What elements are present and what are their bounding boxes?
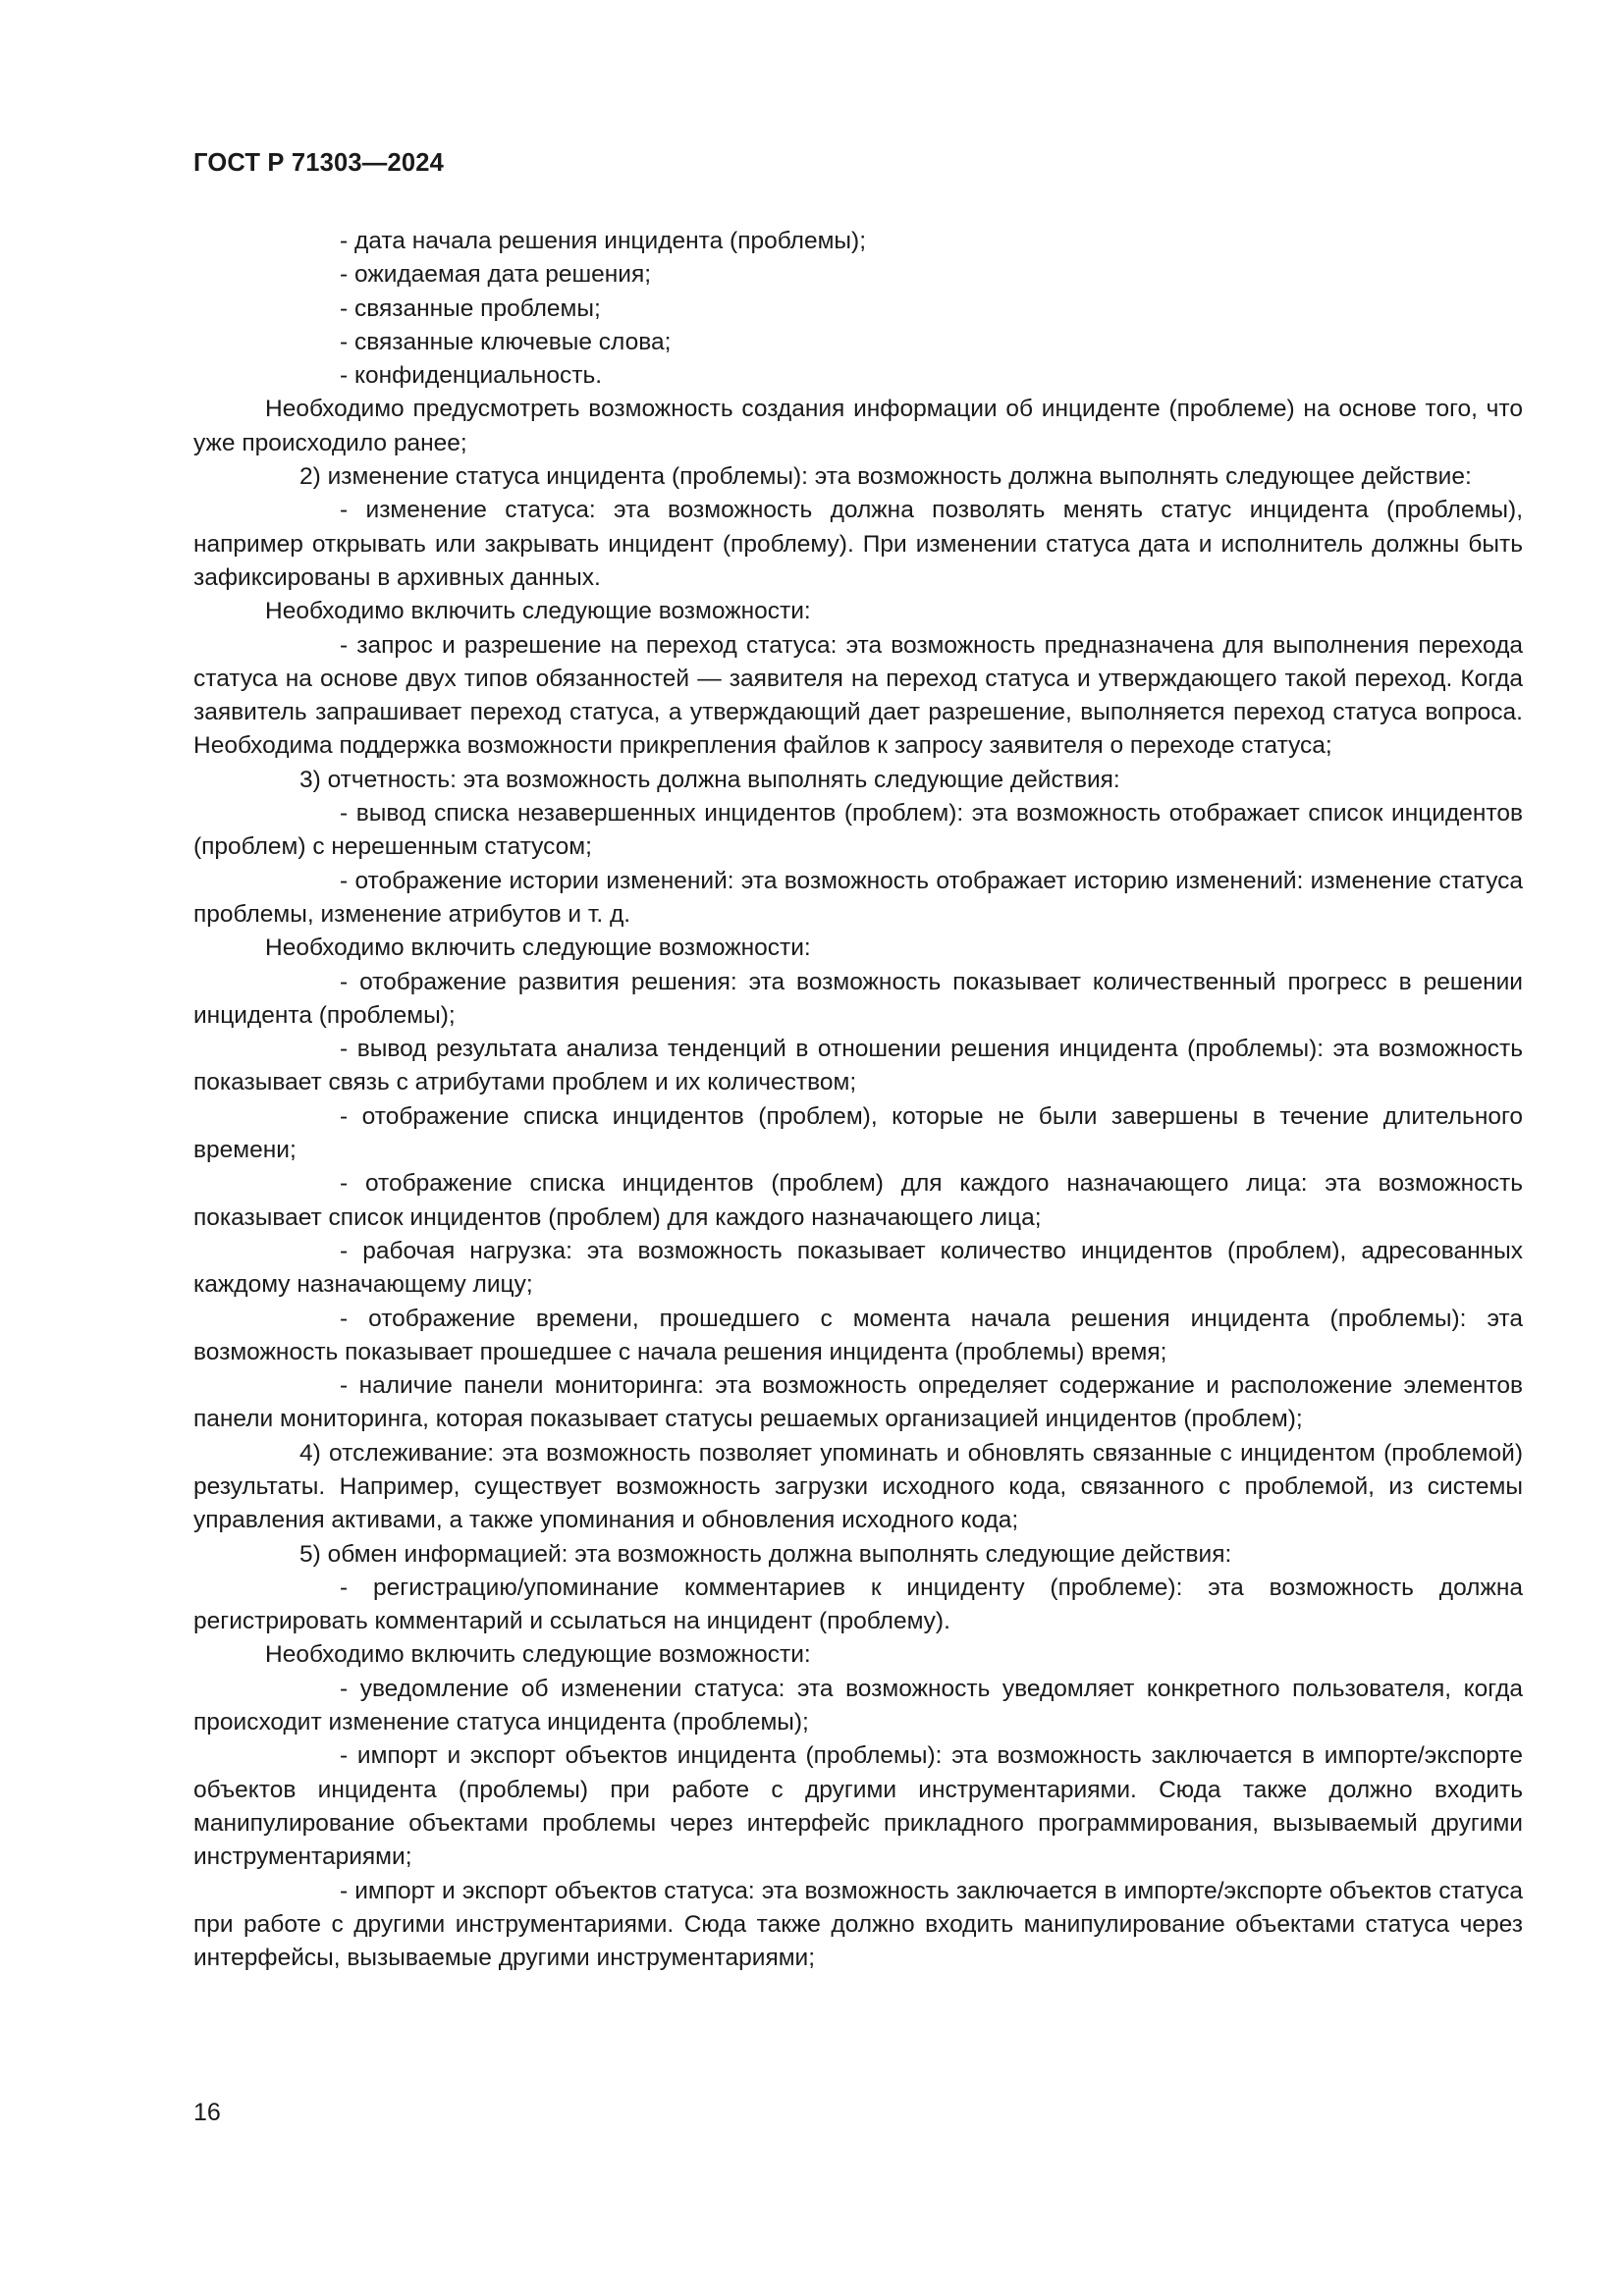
list-item: - изменение статуса: эта возможность должна позволять менять статус инцидента (проблемы), например открывать или закрывать инцидент (проблему). При изменении статуса дата и исполнитель должны быть зафиксированы в архивных данных. <box>193 497 1523 591</box>
list-item: - запрос и разрешение на переход статуса: эта возможность предназначена для выполнения перехода статуса на основе двух типов обязанностей — заявителя на переход статуса и утверждающего такой переход. Когда заявитель запрашивает переход статуса, а утверждающий дает разрешение, выполняется переход статуса вопроса. Необходима поддержка возможности прикрепления файлов к запросу заявителя о переходе статуса; <box>193 631 1523 760</box>
list-item: - импорт и экспорт объектов статуса: эта возможность заключается в импорте/экспорте объектов статуса при работе с другими инструментариями. Сюда также должно входить манипулирование объектами статуса через интерфейсы, вызываемые другими инструментариями; <box>193 1877 1523 1972</box>
numbered-item: 3) отчетность: эта возможность должна выполнять следующие действия: <box>299 766 1120 793</box>
list-item: - импорт и экспорт объектов инцидента (проблемы): эта возможность заключается в импорте/экспорте объектов инцидента (проблемы) при работе с другими инструментариями. Сюда также должно входить манипулирование объектами проблемы через интерфейс прикладного программирования, вызываемый другими инструментариями; <box>193 1742 1523 1871</box>
paragraph: Необходимо включить следующие возможности: <box>265 1641 811 1669</box>
list-item: - вывод результата анализа тенденций в отношении решения инцидента (проблемы): эта возможность показывает связь с атрибутами проблем и их количеством; <box>193 1036 1523 1096</box>
list-item: - вывод списка незавершенных инцидентов (проблем): эта возможность отображает список инцидентов (проблем) с нерешенным статусом; <box>193 800 1523 861</box>
numbered-item: 4) отслеживание: эта возможность позволяет упоминать и обновлять связанные с инцидентом (проблемой) результаты. Например, существует возможность загрузки исходного кода, связанного с проблемой, из системы управления активами, а также упоминания и обновления исходного кода; <box>193 1439 1523 1534</box>
list-item: - дата начала решения инцидента (проблемы); <box>340 228 866 254</box>
list-item: - связанные ключевые слова; <box>340 328 672 355</box>
numbered-item: 2) изменение статуса инцидента (проблемы): эта возможность должна выполнять следующее действие: <box>299 463 1472 491</box>
list-item: - уведомление об изменении статуса: эта возможность уведомляет конкретного пользователя, когда происходит изменение статуса инцидента (проблемы); <box>193 1675 1523 1736</box>
list-item: - отображение истории изменений: эта возможность отображает историю изменений: изменение статуса проблемы, изменение атрибутов и т. д. <box>193 867 1523 928</box>
numbered-item: 5) обмен информацией: эта возможность должна выполнять следующие действия: <box>299 1540 1232 1568</box>
list-item: - связанные проблемы; <box>340 294 601 322</box>
page-number: 16 <box>193 2099 221 2126</box>
list-item: - конфиденциальность. <box>340 362 603 390</box>
list-item: - наличие панели мониторинга: эта возможность определяет содержание и расположение элементов панели мониторинга, которая показывает статусы решаемых организацией инцидентов (проблем); <box>193 1372 1523 1433</box>
list-item: - отображение списка инцидентов (проблем) для каждого назначающего лица: эта возможность показывает список инцидентов (проблем) для каждого назначающего лица; <box>193 1170 1523 1231</box>
document-header: ГОСТ Р 71303—2024 <box>193 149 445 177</box>
list-item: - отображение времени, прошедшего с момента начала решения инцидента (проблемы): эта возможность показывает прошедшее с начала решения инцидента (проблемы) время; <box>193 1305 1523 1365</box>
list-item: - ожидаемая дата решения; <box>340 261 652 289</box>
list-item: - отображение развития решения: эта возможность показывает количественный прогресс в решении инцидента (проблемы); <box>193 968 1523 1029</box>
paragraph: Необходимо включить следующие возможности: <box>265 934 811 962</box>
paragraph: Необходимо включить следующие возможности: <box>265 598 811 625</box>
document-body <box>193 225 1523 1975</box>
list-item: - рабочая нагрузка: эта возможность показывает количество инцидентов (проблем), адресованных каждому назначающему лицу; <box>193 1237 1523 1299</box>
list-item: - регистрацию/упоминание комментариев к инциденту (проблеме): эта возможность должна регистрировать комментарий и ссылаться на инцидент (проблему). <box>193 1574 1523 1635</box>
paragraph: Необходимо предусмотреть возможность создания информации об инциденте (проблеме) на основе того, что уже происходило ранее; <box>193 396 1523 456</box>
list-item: - отображение списка инцидентов (проблем), которые не были завершены в течение длительного времени; <box>193 1102 1523 1164</box>
